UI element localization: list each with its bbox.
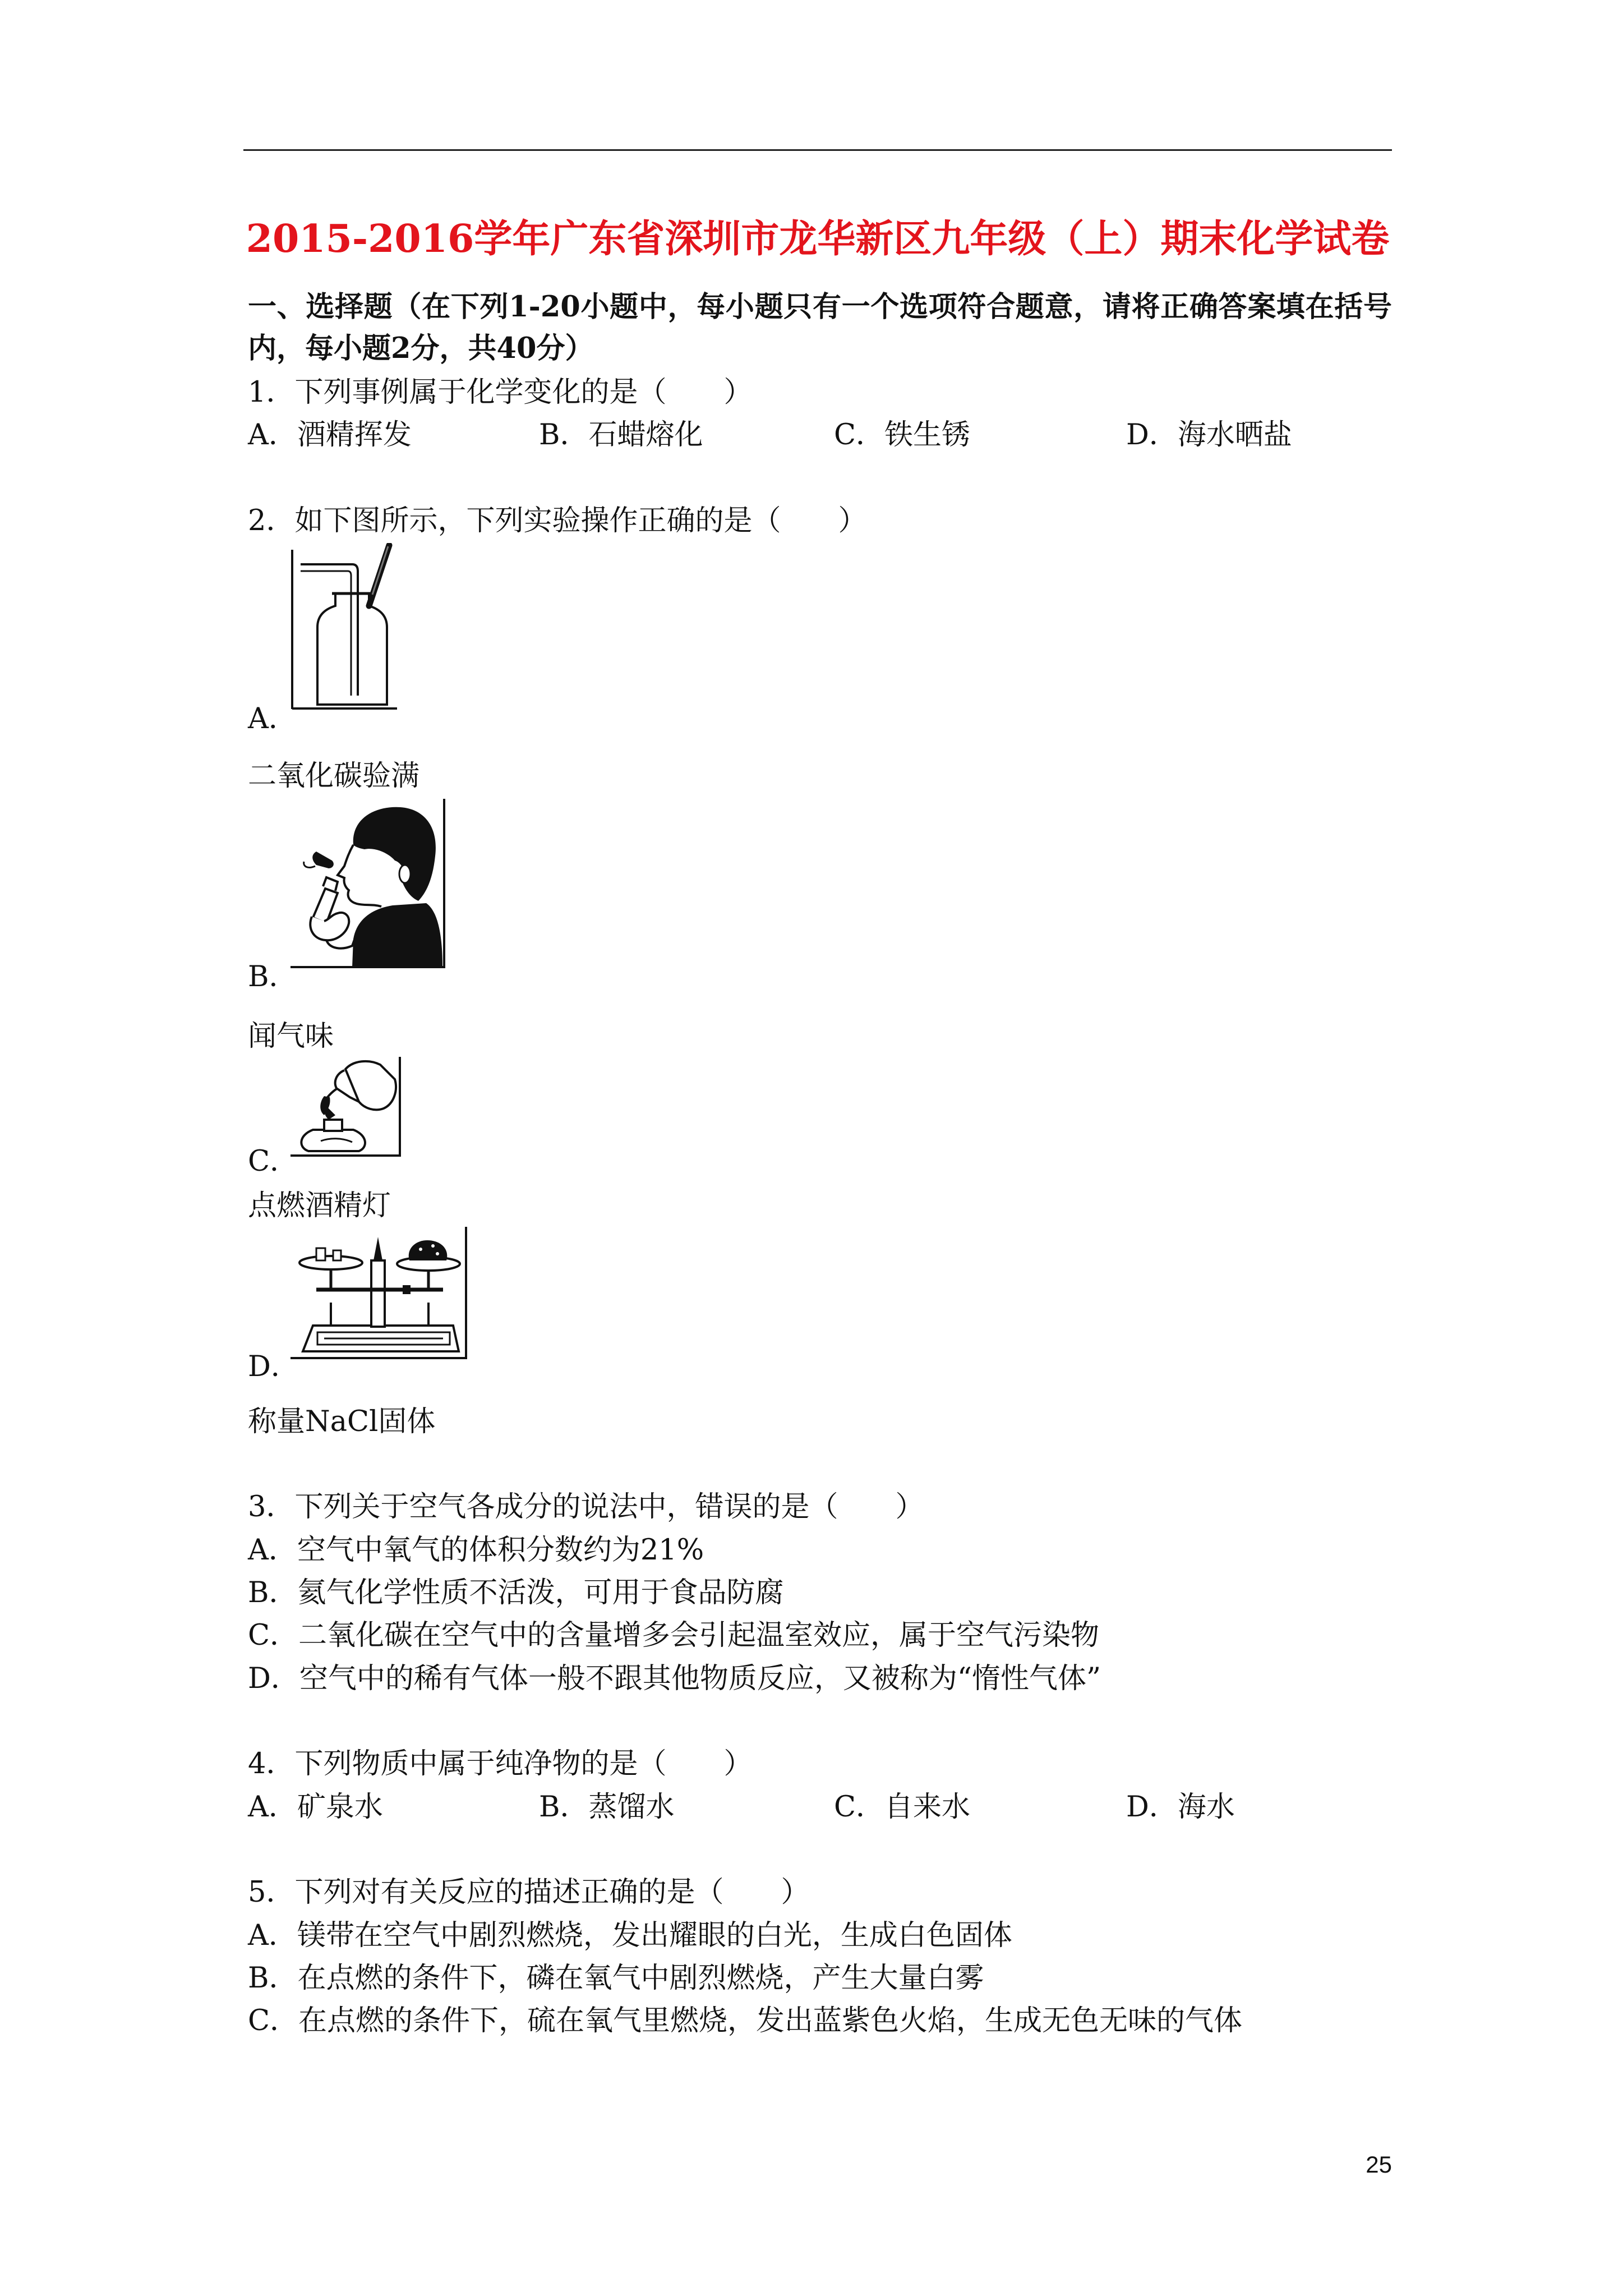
exam-title: 2015-2016学年广东省深圳市龙华新区九年级（上）期末化学试卷: [246, 217, 1390, 261]
alcohol-lamp-lighting-icon: [291, 1057, 402, 1157]
question-1-option-b: B．石蜡熔化: [539, 418, 703, 452]
question-3-stem: 3．下列关于空气各成分的说法中，错误的是（ ）: [248, 1490, 924, 1524]
question-1-option-d: D．海水晒盐: [1126, 418, 1292, 452]
question-4-option-a: A．矿泉水: [248, 1791, 383, 1824]
question-2-option-b-label: B．: [248, 960, 298, 993]
gas-bottle-splint-icon: [291, 543, 397, 710]
section-heading-line2: 内，每小题2分，共40分）: [248, 332, 594, 365]
question-4-option-d: D．海水: [1126, 1791, 1235, 1824]
question-5-option-b: B．在点燃的条件下，磷在氧气中剧烈燃烧，产生大量白雾: [248, 1962, 984, 1995]
question-1-option-c: C．铁生锈: [834, 418, 971, 452]
question-3-option-d: D．空气中的稀有气体一般不跟其他物质反应，又被称为“惰性气体”: [248, 1662, 1101, 1695]
question-2-option-c-caption: 点燃酒精灯: [248, 1189, 391, 1222]
question-3-option-a: A．空气中氧气的体积分数约为21%: [248, 1534, 704, 1567]
question-2-option-a-label: A．: [248, 702, 297, 735]
question-3-option-b: B．氦气化学性质不活泼，可用于食品防腐: [248, 1576, 784, 1609]
question-2-option-d-label: D．: [248, 1350, 299, 1383]
question-5-option-a: A．镁带在空气中剧烈燃烧，发出耀眼的白光，生成白色固体: [248, 1919, 1012, 1952]
question-2-stem: 2．如下图所示，下列实验操作正确的是（ ）: [248, 504, 867, 537]
balance-scale-icon: [291, 1227, 468, 1360]
question-2-option-b-caption: 闻气味: [248, 1020, 334, 1053]
header-rule: [243, 149, 1392, 151]
question-3-option-c: C．二氧化碳在空气中的含量增多会引起温室效应，属于空气污染物: [248, 1619, 1100, 1652]
question-5-option-c: C．在点燃的条件下，硫在氧气里燃烧，发出蓝紫色火焰，生成无色无味的气体: [248, 2004, 1243, 2037]
section-heading-line1: 一、选择题（在下列1-20小题中，每小题只有一个选项符合题意，请将正确答案填在括号: [248, 290, 1392, 324]
question-1-option-a: A．酒精挥发: [248, 418, 412, 452]
page-number: 25: [1366, 2151, 1392, 2178]
question-2-option-c-label: C．: [248, 1145, 299, 1178]
smelling-bottle-icon: [291, 799, 446, 969]
question-5-stem: 5．下列对有关反应的描述正确的是（ ）: [248, 1876, 810, 1909]
question-4-option-b: B．蒸馏水: [539, 1791, 675, 1824]
question-2-option-d-caption: 称量NaCl固体: [248, 1405, 436, 1438]
question-2-option-a-caption: 二氧化碳验满: [248, 760, 420, 793]
question-4-stem: 4．下列物质中属于纯净物的是（ ）: [248, 1747, 753, 1780]
question-1-stem: 1．下列事例属于化学变化的是（ ）: [248, 376, 753, 409]
question-4-option-c: C．自来水: [834, 1791, 971, 1824]
